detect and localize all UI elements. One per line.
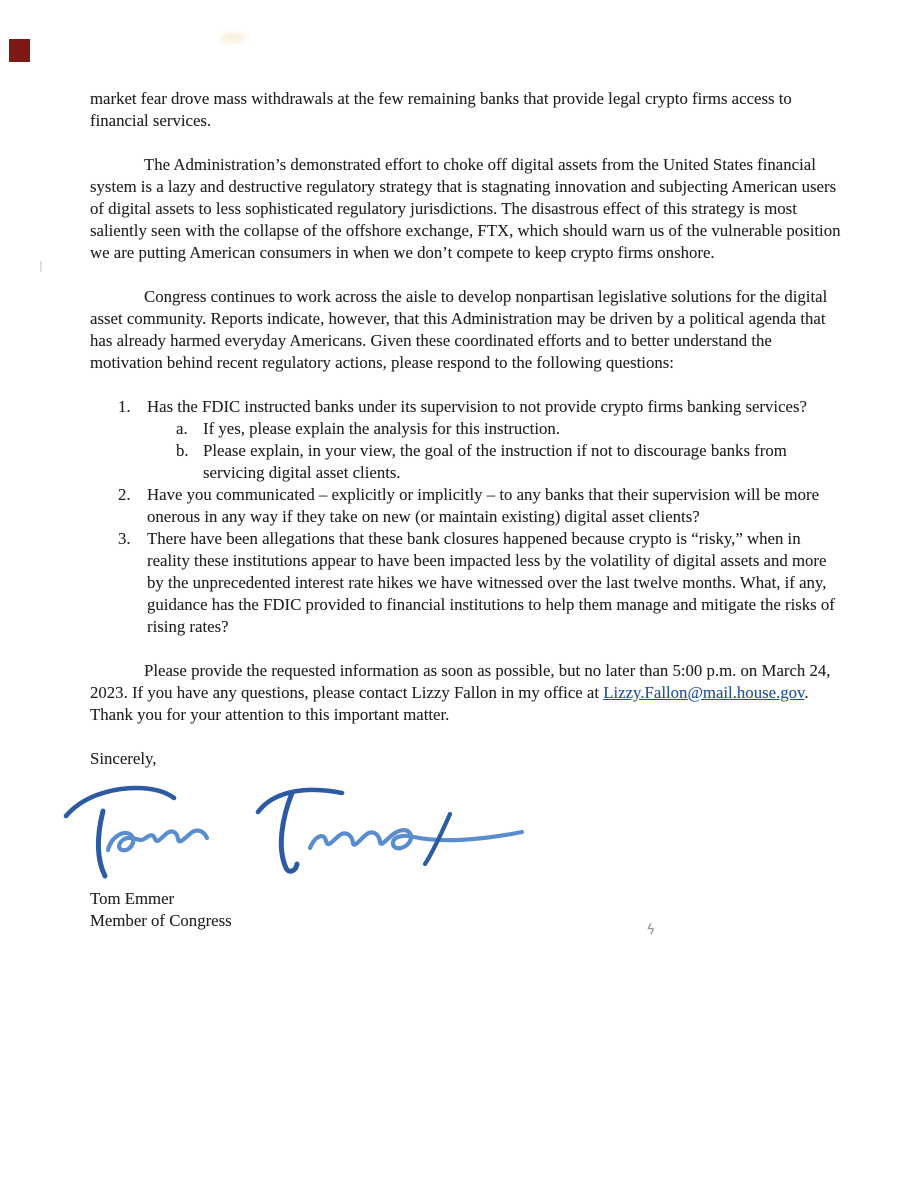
question-text: There have been allegations that these bank closures happened because crypto is “risky,” when in reality these institutions appear to have been impacted less by the volatility of digital assets and more by the unprecedented interest rate hikes we have witnessed over the last twelve months. What, if any, guidance has the FDIC provided to financial institutions to help them manage and mitigate the risks of rising rates? (147, 529, 835, 636)
question-body (147, 528, 847, 638)
email-link[interactable]: Lizzy.Fallon@mail.house.gov (603, 683, 805, 702)
paragraph-administration: The Administration’s demonstrated effort to choke off digital assets from the United States financial system is a lazy and destructive regulatory strategy that is stagnating innovation and subjecting American users of digital assets to less sophisticated regulatory jurisdictions. The disastrous effect of this strategy is most saliently seen with the collapse of the offshore exchange, FTX, which should warn us of the vulnerable position we are putting American consumers in when we don’t compete to keep crypto firms onshore. (90, 155, 841, 262)
question-item-1 (118, 396, 847, 484)
signer-title: Member of Congress (90, 911, 232, 930)
valediction: Sincerely, (90, 749, 157, 768)
sub-item-letter: a. (176, 419, 188, 438)
scan-edge-tick (40, 261, 42, 272)
sub-item-letter: b. (176, 441, 189, 460)
sub-item-text: If yes, please explain the analysis for this instruction. (203, 419, 560, 438)
paragraph-continuation: market fear drove mass withdrawals at the few remaining banks that provide legal crypto firms access to financial services. (90, 89, 792, 130)
question-number: 2. (118, 485, 131, 504)
letter-body (90, 88, 847, 932)
question-number: 1. (118, 397, 131, 416)
question-text: Has the FDIC instructed banks under its supervision to not provide crypto firms banking services? (147, 397, 807, 416)
sub-item-text: Please explain, in your view, the goal of the instruction if not to discourage banks from servicing digital asset clients. (203, 441, 787, 482)
question-text: Have you communicated – explicitly or implicitly – to any banks that their supervision will be more onerous in any way if they take on new (or maintain existing) digital asset clients? (147, 485, 820, 526)
paragraph-closing (90, 660, 847, 726)
question-body (147, 396, 847, 484)
signature-block (58, 776, 847, 888)
questions-list (118, 396, 847, 638)
paragraph-congress: Congress continues to work across the aisle to develop nonpartisan legislative solutions for the digital asset community. Reports indicate, however, that this Administration may be driven by a political agenda that has already harmed everyday Americans. Given these coordinated efforts and to better understand the motivation behind recent regulatory actions, please respond to the following questions: (90, 287, 828, 372)
closing-text-before: Please provide the requested information as soon as possible, but no later than 5:00 p.m. on March 24, 2023. If you have any questions, please contact Lizzy Fallon in my office at (90, 661, 831, 702)
question-body (147, 484, 847, 528)
red-stamp-mark (9, 39, 30, 62)
stray-ink-mark: ϟ (644, 921, 657, 939)
scan-smudge (220, 32, 246, 43)
closing-text-after: . Thank you for your attention to this important matter. (90, 683, 809, 724)
question-item-3 (118, 528, 847, 638)
signature-image (58, 776, 638, 888)
question-sub-item-a (176, 418, 847, 440)
question-sub-item-b (176, 440, 847, 484)
question-number: 3. (118, 529, 131, 548)
question-item-2 (118, 484, 847, 528)
signer-name: Tom Emmer (90, 889, 175, 908)
